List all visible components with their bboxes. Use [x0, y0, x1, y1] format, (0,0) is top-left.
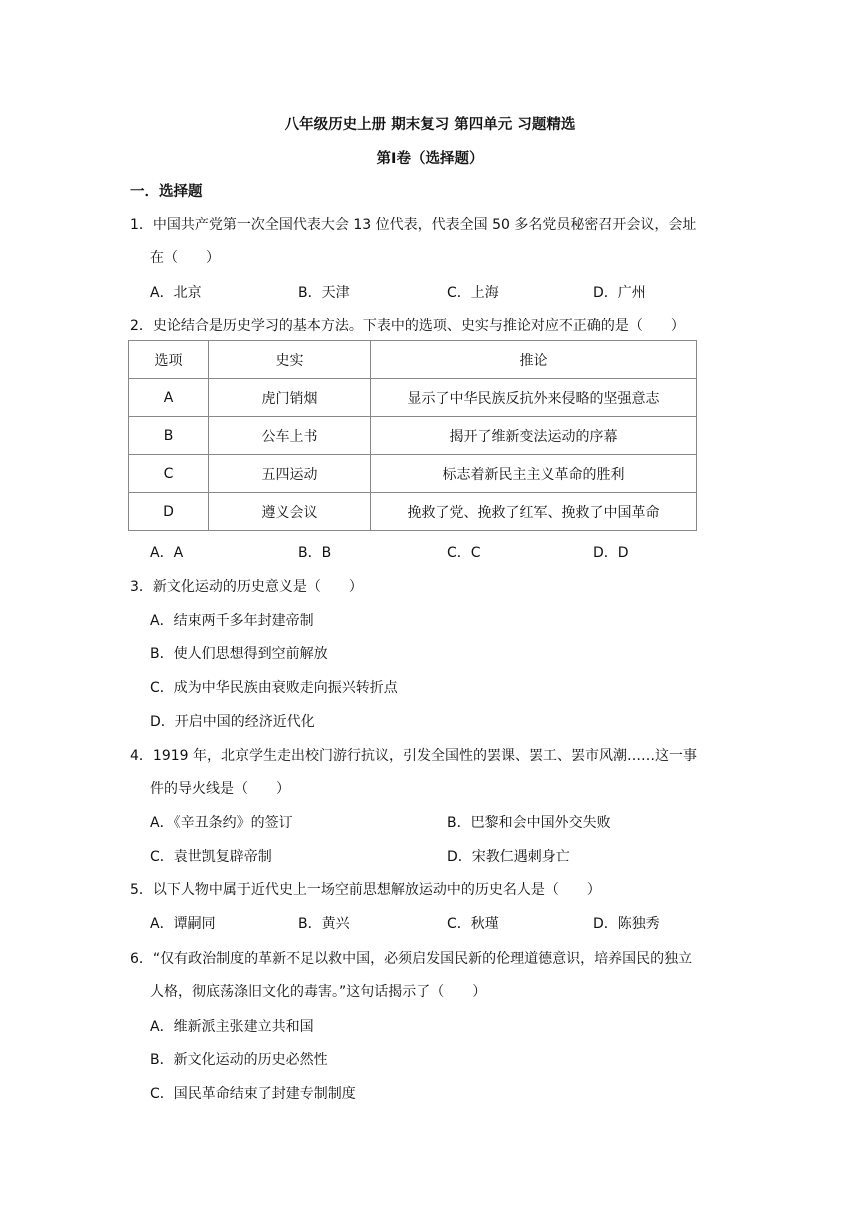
- question-1-option-a: A．北京: [150, 285, 202, 301]
- table-cell: 遵义会议: [209, 493, 371, 531]
- section-heading: 一．选择题: [130, 184, 203, 200]
- question-5-option-a: A．谭嗣同: [150, 916, 216, 932]
- table-row: [129, 455, 697, 493]
- question-4-stem: 4．1919 年，北京学生走出校门游行抗议，引发全国性的罢课、罢工、罢市风潮……这一事: [130, 748, 697, 764]
- question-1-option-c: C．上海: [447, 285, 499, 301]
- question-1-option-d: D．广州: [593, 285, 646, 301]
- question-2-option-b: B．B: [298, 545, 332, 561]
- question-5-option-d: D．陈独秀: [593, 916, 660, 932]
- question-4-option-a: A．《辛丑条约》的签订: [150, 815, 293, 831]
- table-row: [129, 417, 697, 455]
- question-4-option-d: D．宋教仁遇刺身亡: [447, 849, 570, 865]
- question-5-option-c: C．秋瑾: [447, 916, 499, 932]
- table-header-inference: 推论: [371, 341, 697, 379]
- table-cell: D: [129, 493, 209, 531]
- table-cell: 挽救了党、挽救了红军、挽救了中国革命: [371, 493, 697, 531]
- table-cell: 虎门销烟: [209, 379, 371, 417]
- question-2-stem: 2．史论结合是历史学习的基本方法。下表中的选项、史实与推论对应不正确的是（ ）: [130, 318, 685, 334]
- question-3-option-d: D．开启中国的经济近代化: [150, 714, 315, 730]
- question-3-option-b: B．使人们思想得到空前解放: [150, 646, 328, 662]
- table-cell: 五四运动: [209, 455, 371, 493]
- document-title: 八年级历史上册 期末复习 第四单元 习题精选: [284, 117, 576, 133]
- table-cell: B: [129, 417, 209, 455]
- question-4-option-b: B．巴黎和会中国外交失败: [447, 815, 611, 831]
- question-1-option-b: B．天津: [298, 285, 350, 301]
- question-3-option-a: A．结束两千多年封建帝制: [150, 613, 314, 629]
- history-table: [128, 340, 697, 531]
- question-6-option-b: B．新文化运动的历史必然性: [150, 1052, 328, 1068]
- table-cell: A: [129, 379, 209, 417]
- table-row: [129, 379, 697, 417]
- table-header-option: 选项: [129, 341, 209, 379]
- question-2-option-a: A．A: [150, 545, 184, 561]
- table-header-fact: 史实: [209, 341, 371, 379]
- table-cell: C: [129, 455, 209, 493]
- question-4-stem-cont: 件的导火线是（ ）: [150, 781, 290, 797]
- question-6-stem-cont: 人格，彻底荡涤旧文化的毒害。”这句话揭示了（ ）: [150, 984, 487, 1000]
- question-5-stem: 5．以下人物中属于近代史上一场空前思想解放运动中的历史名人是（ ）: [130, 882, 601, 898]
- question-6-stem: 6．“仅有政治制度的革新不足以救中国，必须启发国民新的伦理道德意识，培养国民的独立: [130, 951, 693, 967]
- question-3-option-c: C．成为中华民族由衰败走向振兴转折点: [150, 680, 398, 696]
- question-2-option-c: C．C: [447, 545, 481, 561]
- question-3-stem: 3．新文化运动的历史意义是（ ）: [130, 579, 363, 595]
- table-cell: 显示了中华民族反抗外来侵略的坚强意志: [371, 379, 697, 417]
- table-cell: 揭开了维新变法运动的序幕: [371, 417, 697, 455]
- question-1-stem: 1．中国共产党第一次全国代表大会 13 位代表，代表全国 50 多名党员秘密召开会议，会址: [130, 217, 697, 233]
- question-6-option-a: A．维新派主张建立共和国: [150, 1019, 314, 1035]
- table-header-row: [129, 341, 697, 379]
- question-6-option-c: C．国民革命结束了封建专制制度: [150, 1086, 356, 1102]
- question-2-option-d: D．D: [593, 545, 629, 561]
- volume-title: 第Ⅰ卷（选择题）: [376, 151, 484, 167]
- table-cell: 标志着新民主主义革命的胜利: [371, 455, 697, 493]
- question-1-stem-cont: 在（ ）: [150, 250, 220, 266]
- table-cell: 公车上书: [209, 417, 371, 455]
- question-4-option-c: C．袁世凯复辟帝制: [150, 849, 272, 865]
- question-5-option-b: B．黄兴: [298, 916, 350, 932]
- table-row: [129, 493, 697, 531]
